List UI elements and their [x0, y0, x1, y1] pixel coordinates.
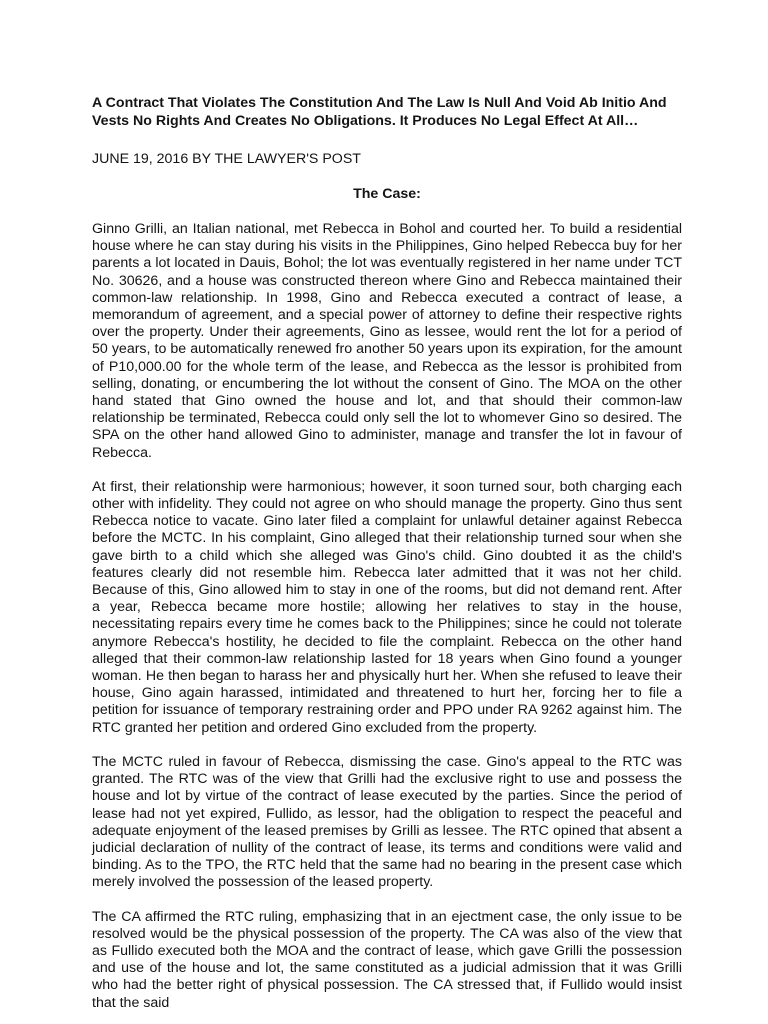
section-heading: The Case:: [353, 186, 421, 202]
paragraph: The MCTC ruled in favour of Rebecca, dismissing the case. Gino's appeal to the RTC was granted. The RTC was of the view that Grilli had the exclusive right to use and possess the house and lot by virtue of the contract of lease executed by the parties. Since the period of lease had not yet expired, Fullido, as lessor, had the obligation to respect the peaceful and adequate enjoyment of the leased premises by Grilli as lessee. The RTC opined that absent a judicial declaration of nullity of the contract of lease, its terms and conditions were valid and binding. As to the TPO, the RTC held that the same had no bearing in the present case which merely involved the possession of the leased property.: [92, 753, 682, 891]
article-title: A Contract That Violates The Constitution And The Law Is Null And Void Ab Initio And Vests No Rights And Creates No Obligations. It Produces No Legal Effect At All…: [92, 95, 667, 129]
paragraph: At first, their relationship were harmonious; however, it soon turned sour, both charging each other with infidelity. They could not agree on who should manage the property. Gino thus sent Rebecca notice to vacate. Gino later filed a complaint for unlawful detainer against Rebecca before the MCTC. In his complaint, Gino alleged that their relationship turned sour when she gave birth to a child which she alleged was Gino's child. Gino doubted it as the child's features clearly did not resemble him. Rebecca later admitted that it was not her child. Because of this, Gino allowed him to stay in one of the rooms, but did not demand rent. After a year, Rebecca became more hostile; allowing her relatives to stay in the house, necessitating repairs every time he comes back to the Philippines; since he could not tolerate anymore Rebecca's hostility, he decided to file the complaint. Rebecca on the other hand alleged that their common-law relationship lasted for 18 years when Gino found a younger woman. He then began to harass her and physically hurt her. When she refused to leave their house, Gino again harassed, intimidated and threatened to hurt her, forcing her to file a petition for issuance of temporary restraining order and PPO under RA 9262 against him. The RTC granted her petition and ordered Gino excluded from the property.: [92, 478, 682, 736]
paragraph: The CA affirmed the RTC ruling, emphasizing that in an ejectment case, the only issue to be resolved would be the physical possession of the property. The CA was also of the view that as Fullido executed both the MOA and the contract of lease, which gave Grilli the possession and use of the house and lot, the same constituted as a judicial admission that it was Grilli who had the better right of physical possession. The CA stressed that, if Fullido would insist that the said: [92, 908, 682, 1011]
paragraph: Ginno Grilli, an Italian national, met Rebecca in Bohol and courted her. To build a residential house where he can stay during his visits in the Philippines, Gino helped Rebecca buy for her parents a lot located in Dauis, Bohol; the lot was eventually registered in her name under TCT No. 30626, and a house was constructed thereon where Gino and Rebecca maintained their common-law relationship. In 1998, Gino and Rebecca executed a contract of lease, a memorandum of agreement, and a special power of attorney to define their respective rights over the property. Under their agreements, Gino as lessee, would rent the lot for a period of 50 years, to be automatically renewed fro another 50 years upon its expiration, for the amount of P10,000.00 for the whole term of the lease, and Rebecca as the lessor is prohibited from selling, donating, or encumbering the lot without the consent of Gino. The MOA on the other hand stated that Gino owned the house and lot, and that should their common-law relationship be terminated, Rebecca could only sell the lot to whomever Gino so desired. The SPA on the other hand allowed Gino to administer, manage and transfer the lot in favour of Rebecca.: [92, 221, 682, 461]
article-byline: JUNE 19, 2016 BY THE LAWYER'S POST: [92, 151, 361, 167]
